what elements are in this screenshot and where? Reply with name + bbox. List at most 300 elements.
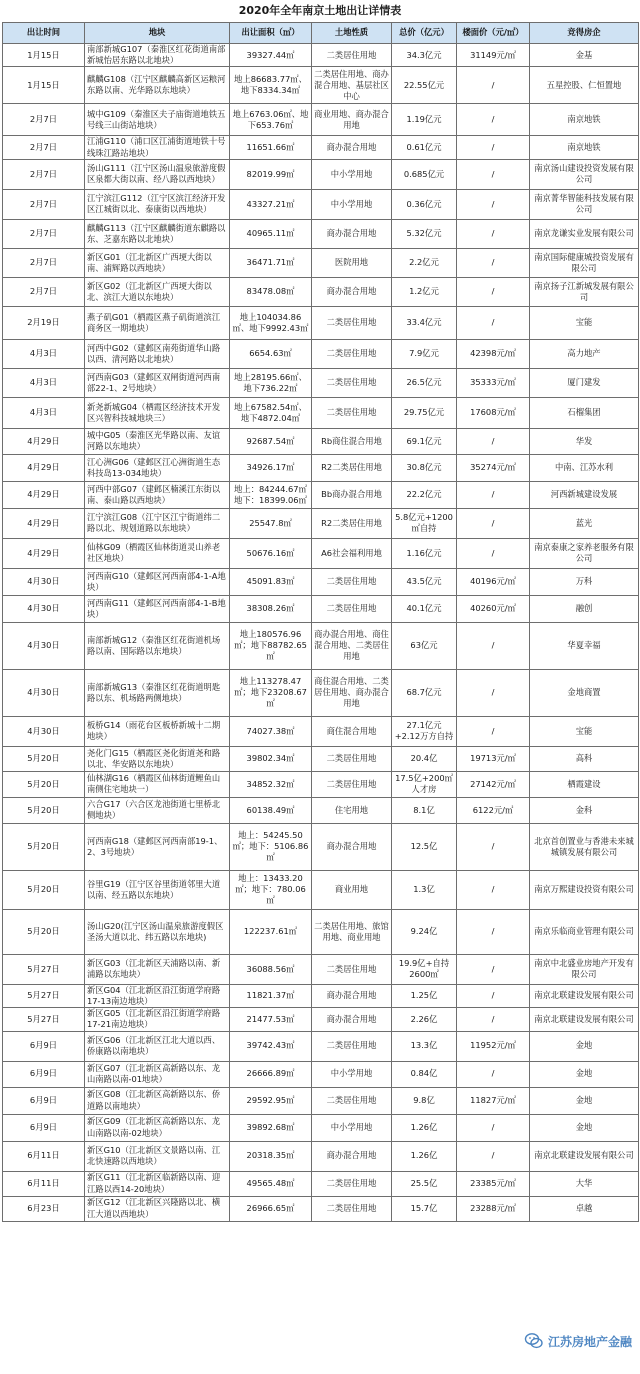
cell-winner: 南京地铁 — [530, 136, 639, 159]
cell-date: 4月30日 — [3, 716, 85, 746]
cell-plot: 仙林G09（栖霞区仙林街道灵山养老社区地块） — [85, 538, 230, 568]
cell-plot: 新区G09（江北新区高新路以东、龙山南路以南-02地块） — [85, 1114, 230, 1141]
cell-total: 43.5亿元 — [392, 568, 457, 595]
cell-nature: 二类居住用地 — [312, 595, 392, 622]
table-row — [3, 428, 639, 454]
cell-date: 6月9日 — [3, 1087, 85, 1114]
cell-date: 4月29日 — [3, 454, 85, 481]
cell-nature: 二类居住用地 — [312, 568, 392, 595]
cell-total: 1.2亿元 — [392, 277, 457, 306]
cell-nature: 二类居住用地 — [312, 746, 392, 771]
cell-nature: 二类居住用地 — [312, 771, 392, 797]
watermark — [524, 1330, 632, 1352]
table-row — [3, 67, 639, 104]
watermark-text: 江苏房地产金融 — [547, 1334, 632, 1349]
cell-total: 1.3亿 — [392, 870, 457, 909]
cell-total: 1.16亿元 — [392, 538, 457, 568]
cell-area: 6654.63㎡ — [230, 339, 312, 368]
cell-plot: 新区G11（江北新区临新路以南、迎江路以西14-20地块） — [85, 1171, 230, 1196]
cell-area: 26966.65㎡ — [230, 1196, 312, 1221]
cell-winner: 五星控股、仁恒置地 — [530, 67, 639, 104]
cell-area: 39742.43㎡ — [230, 1031, 312, 1061]
cell-area: 29592.95㎡ — [230, 1087, 312, 1114]
cell-plot: 江宁滨江G08（江宁区江宁街道纬二路以北、规划道路以东地块） — [85, 508, 230, 538]
cell-winner: 南京地铁 — [530, 104, 639, 136]
cell-total: 1.19亿元 — [392, 104, 457, 136]
cell-date: 1月15日 — [3, 44, 85, 67]
cell-nature: 二类居住用地 — [312, 397, 392, 428]
cell-nature: A6社会福利用地 — [312, 538, 392, 568]
table-row — [3, 248, 639, 277]
cell-nature: Bb商办混合用地 — [312, 481, 392, 508]
cell-plot: 六合G17（六合区龙池街道七里桥北侧地块） — [85, 797, 230, 823]
table-row — [3, 508, 639, 538]
cell-unit-price: 35274元/㎡ — [457, 454, 530, 481]
cell-total: 0.36亿元 — [392, 189, 457, 219]
table-row — [3, 568, 639, 595]
cell-winner: 南京中北盛业房地产开发有限公司 — [530, 954, 639, 984]
cell-total: 29.75亿元 — [392, 397, 457, 428]
cell-date: 5月27日 — [3, 954, 85, 984]
cell-unit-price: 40196元/㎡ — [457, 568, 530, 595]
cell-nature: 中小学用地 — [312, 1114, 392, 1141]
cell-area: 50676.16㎡ — [230, 538, 312, 568]
column-header: 地块 — [85, 23, 230, 44]
cell-date: 4月30日 — [3, 669, 85, 716]
table-row — [3, 1141, 639, 1171]
table-header — [3, 23, 639, 44]
cell-unit-price: / — [457, 909, 530, 954]
cell-area: 地上6763.06㎡、地下653.76㎡ — [230, 104, 312, 136]
cell-area: 25547.8㎡ — [230, 508, 312, 538]
cell-plot: 新区G05（江北新区沿江街道学府路17-21南边地块） — [85, 1008, 230, 1031]
cell-total: 8.1亿 — [392, 797, 457, 823]
cell-plot: 燕子矶G01（栖霞区燕子矶街道滨江商务区一期地块） — [85, 306, 230, 339]
table-row — [3, 1008, 639, 1031]
cell-area: 36088.56㎡ — [230, 954, 312, 984]
cell-unit-price: / — [457, 306, 530, 339]
cell-winner: 金地 — [530, 1087, 639, 1114]
table-row — [3, 277, 639, 306]
cell-winner: 河西新城建设发展 — [530, 481, 639, 508]
cell-plot: 新区G02（江北新区广西埂大街以北、滨江大道以东地块） — [85, 277, 230, 306]
cell-winner: 南京泰康之家养老服务有限公司 — [530, 538, 639, 568]
cell-total: 26.5亿元 — [392, 368, 457, 397]
cell-plot: 新区G06（江北新区江北大道以西、侨康路以南地块） — [85, 1031, 230, 1061]
table-row — [3, 823, 639, 870]
cell-winner: 卓越 — [530, 1196, 639, 1221]
cell-date: 5月20日 — [3, 870, 85, 909]
cell-winner: 南京北联建设发展有限公司 — [530, 1008, 639, 1031]
table-row — [3, 306, 639, 339]
cell-area: 39892.68㎡ — [230, 1114, 312, 1141]
column-header: 出让面积（㎡） — [230, 23, 312, 44]
cell-plot: 河西南G18（建邺区河西南部19-1、2、3号地块） — [85, 823, 230, 870]
cell-date: 6月23日 — [3, 1196, 85, 1221]
cell-date: 4月3日 — [3, 368, 85, 397]
cell-total: 13.3亿 — [392, 1031, 457, 1061]
cell-nature: 商办混合用地 — [312, 219, 392, 248]
cell-nature: 二类居住用地 — [312, 44, 392, 67]
cell-total: 0.61亿元 — [392, 136, 457, 159]
cell-plot: 南部新城G107（秦淮区红花街道南部新城怡居东路以北地块） — [85, 44, 230, 67]
cell-total: 1.25亿 — [392, 984, 457, 1007]
table-row — [3, 219, 639, 248]
cell-area: 83478.08㎡ — [230, 277, 312, 306]
cell-winner: 南京乐临商业管理有限公司 — [530, 909, 639, 954]
cell-total: 20.4亿 — [392, 746, 457, 771]
cell-total: 2.26亿 — [392, 1008, 457, 1031]
table-row — [3, 797, 639, 823]
table-row — [3, 1031, 639, 1061]
table-row — [3, 984, 639, 1007]
table-row — [3, 1196, 639, 1221]
column-header: 土地性质 — [312, 23, 392, 44]
table-row — [3, 44, 639, 67]
cell-winner: 南京汤山建设投资发展有限公司 — [530, 159, 639, 189]
cell-area: 26666.89㎡ — [230, 1061, 312, 1087]
cell-total: 68.7亿元 — [392, 669, 457, 716]
cell-date: 2月7日 — [3, 136, 85, 159]
cell-total: 2.2亿元 — [392, 248, 457, 277]
cell-plot: 新区G01（江北新区广西埂大街以南、浦辉路以西地块） — [85, 248, 230, 277]
cell-winner: 金地 — [530, 1114, 639, 1141]
cell-winner: 华发 — [530, 428, 639, 454]
cell-plot: 板桥G14（雨花台区板桥新城十二期地块） — [85, 716, 230, 746]
cell-plot: 汤山G111（江宁区汤山温泉旅游度假区泉都大街以南、经八路以西地块） — [85, 159, 230, 189]
cell-date: 5月20日 — [3, 746, 85, 771]
cell-nature: 商办混合用地、商住混合用地、二类居住用地 — [312, 622, 392, 669]
cell-date: 4月29日 — [3, 508, 85, 538]
cell-nature: 中小学用地 — [312, 159, 392, 189]
cell-area: 43327.21㎡ — [230, 189, 312, 219]
cell-area: 21477.53㎡ — [230, 1008, 312, 1031]
cell-unit-price: / — [457, 219, 530, 248]
cell-unit-price: / — [457, 622, 530, 669]
cell-plot: 麒麟G113（江宁区麒麟街道东麒路以东、芝嘉东路以北地块） — [85, 219, 230, 248]
cell-unit-price: / — [457, 1114, 530, 1141]
cell-plot: 新区G04（江北新区沿江街道学府路17-13南边地块） — [85, 984, 230, 1007]
cell-nature: 商办混合用地 — [312, 823, 392, 870]
cell-total: 12.5亿 — [392, 823, 457, 870]
cell-area: 60138.49㎡ — [230, 797, 312, 823]
cell-winner: 蓝光 — [530, 508, 639, 538]
cell-unit-price: 42398元/㎡ — [457, 339, 530, 368]
cell-plot: 南部新城G13（秦淮区红花街道明匙路以东、机场路两侧地块） — [85, 669, 230, 716]
cell-nature: 二类居住用地 — [312, 306, 392, 339]
cell-winner: 厦门建发 — [530, 368, 639, 397]
cell-winner: 大华 — [530, 1171, 639, 1196]
cell-total: 34.3亿元 — [392, 44, 457, 67]
cell-area: 82019.99㎡ — [230, 159, 312, 189]
cell-area: 74027.38㎡ — [230, 716, 312, 746]
cell-winner: 南京国际健康城投资发展有限公司 — [530, 248, 639, 277]
cell-winner: 金地 — [530, 1031, 639, 1061]
cell-area: 地上28195.66㎡、地下736.22㎡ — [230, 368, 312, 397]
cell-area: 地上：54245.50㎡；地下：5106.86㎡ — [230, 823, 312, 870]
cell-unit-price: / — [457, 67, 530, 104]
table-row — [3, 368, 639, 397]
cell-unit-price: / — [457, 538, 530, 568]
cell-date: 2月7日 — [3, 104, 85, 136]
cell-nature: 商住混合用地 — [312, 716, 392, 746]
cell-nature: 中小学用地 — [312, 1061, 392, 1087]
cell-unit-price: / — [457, 159, 530, 189]
cell-nature: 商办混合用地 — [312, 1141, 392, 1171]
cell-unit-price: 31149元/㎡ — [457, 44, 530, 67]
cell-area: 地上180576.96㎡；地下88782.65㎡ — [230, 622, 312, 669]
table-row — [3, 669, 639, 716]
cell-nature: R2二类居住用地 — [312, 454, 392, 481]
cell-nature: 二类居住用地 — [312, 368, 392, 397]
cell-nature: 商办混合用地 — [312, 1008, 392, 1031]
cell-total: 5.32亿元 — [392, 219, 457, 248]
cell-plot: 新区G07（江北新区高新路以东、龙山南路以南-01地块） — [85, 1061, 230, 1087]
cell-winner: 栖霞建设 — [530, 771, 639, 797]
cell-date: 2月7日 — [3, 189, 85, 219]
table-row — [3, 159, 639, 189]
cell-total: 0.685亿元 — [392, 159, 457, 189]
cell-winner: 万科 — [530, 568, 639, 595]
cell-date: 4月29日 — [3, 481, 85, 508]
table-row — [3, 1171, 639, 1196]
cell-total: 0.84亿 — [392, 1061, 457, 1087]
cell-unit-price: / — [457, 954, 530, 984]
table-row — [3, 954, 639, 984]
cell-unit-price: 11827元/㎡ — [457, 1087, 530, 1114]
cell-date: 2月7日 — [3, 159, 85, 189]
cell-total: 1.26亿 — [392, 1114, 457, 1141]
cell-area: 36471.71㎡ — [230, 248, 312, 277]
cell-unit-price: / — [457, 277, 530, 306]
land-transfer-table — [2, 22, 639, 1222]
cell-date: 6月9日 — [3, 1114, 85, 1141]
table-row — [3, 622, 639, 669]
table-row — [3, 454, 639, 481]
cell-date: 4月29日 — [3, 428, 85, 454]
table-row — [3, 870, 639, 909]
cell-nature: 住宅用地 — [312, 797, 392, 823]
cell-unit-price: / — [457, 248, 530, 277]
cell-total: 9.8亿 — [392, 1087, 457, 1114]
column-header: 出让时间 — [3, 23, 85, 44]
cell-area: 45091.83㎡ — [230, 568, 312, 595]
cell-unit-price: 6122元/㎡ — [457, 797, 530, 823]
cell-date: 5月20日 — [3, 771, 85, 797]
cell-winner: 融创 — [530, 595, 639, 622]
cell-nature: 二类居住用地、商办混合用地、基层社区中心 — [312, 67, 392, 104]
cell-plot: 麒麟G108（江宁区麒麟高新区运粮河东路以南、光华路以东地块） — [85, 67, 230, 104]
cell-winner: 金地商置 — [530, 669, 639, 716]
cell-plot: 江心洲G06（建邺区江心洲街道生态科技岛13-034地块） — [85, 454, 230, 481]
cell-plot: 仙林湖G16（栖霞区仙林街道鲤鱼山南侧住宅地块一） — [85, 771, 230, 797]
cell-area: 地上：84244.67㎡ 地下：18399.06㎡ — [230, 481, 312, 508]
cell-unit-price: / — [457, 189, 530, 219]
cell-area: 40965.11㎡ — [230, 219, 312, 248]
cell-total: 19.9亿+自持2600㎡ — [392, 954, 457, 984]
cell-nature: 商办混合用地 — [312, 984, 392, 1007]
header-row — [3, 23, 639, 44]
cell-date: 5月27日 — [3, 1008, 85, 1031]
cell-nature: 商办混合用地 — [312, 277, 392, 306]
cell-date: 2月7日 — [3, 219, 85, 248]
column-header: 楼面价（元/㎡） — [457, 23, 530, 44]
cell-nature: 二类居住用地 — [312, 1171, 392, 1196]
cell-total: 27.1亿元+2.12万方自持 — [392, 716, 457, 746]
cell-winner: 中南、江苏水利 — [530, 454, 639, 481]
cell-winner: 南京北联建设发展有限公司 — [530, 984, 639, 1007]
table-row — [3, 1061, 639, 1087]
cell-nature: 商住混合用地、二类居住用地、商办混合用地 — [312, 669, 392, 716]
table-row — [3, 746, 639, 771]
cell-unit-price: 11952元/㎡ — [457, 1031, 530, 1061]
cell-total: 1.26亿 — [392, 1141, 457, 1171]
cell-unit-price: / — [457, 1061, 530, 1087]
cell-unit-price: / — [457, 481, 530, 508]
cell-unit-price: 23288元/㎡ — [457, 1196, 530, 1221]
wechat-icon — [524, 1331, 544, 1351]
cell-unit-price: 35333元/㎡ — [457, 368, 530, 397]
table-row — [3, 339, 639, 368]
cell-total: 17.5亿+200㎡人才房 — [392, 771, 457, 797]
cell-winner: 南京万熙建设投资有限公司 — [530, 870, 639, 909]
cell-winner: 金科 — [530, 797, 639, 823]
table-row — [3, 771, 639, 797]
cell-date: 5月20日 — [3, 797, 85, 823]
cell-nature: 二类居住用地 — [312, 954, 392, 984]
cell-date: 4月3日 — [3, 397, 85, 428]
cell-unit-price: / — [457, 1008, 530, 1031]
cell-unit-price: 19713元/㎡ — [457, 746, 530, 771]
cell-area: 49565.48㎡ — [230, 1171, 312, 1196]
cell-total: 22.55亿元 — [392, 67, 457, 104]
cell-winner: 高科 — [530, 746, 639, 771]
cell-area: 39802.34㎡ — [230, 746, 312, 771]
cell-nature: 二类居住用地 — [312, 339, 392, 368]
cell-unit-price: / — [457, 428, 530, 454]
cell-plot: 江宁滨江G112（江宁区滨江经济开发区江城街以北、泰康街以西地块） — [85, 189, 230, 219]
cell-unit-price: / — [457, 984, 530, 1007]
cell-plot: 城中G109（秦淮区夫子庙街道地铁五号线三山街站地块） — [85, 104, 230, 136]
cell-area: 地上104034.86㎡、地下9992.43㎡ — [230, 306, 312, 339]
column-header: 竞得房企 — [530, 23, 639, 44]
cell-plot: 城中G05（秦淮区光华路以南、友谊河路以东地块） — [85, 428, 230, 454]
cell-plot: 河西南G03（建邺区双闸街道河西南部22-1、2号地块） — [85, 368, 230, 397]
cell-plot: 河西南G11（建邺区河西南部4-1-B地块） — [85, 595, 230, 622]
cell-total: 40.1亿元 — [392, 595, 457, 622]
cell-winner: 宝能 — [530, 306, 639, 339]
cell-date: 6月11日 — [3, 1171, 85, 1196]
cell-winner: 华夏幸福 — [530, 622, 639, 669]
cell-total: 7.9亿元 — [392, 339, 457, 368]
cell-date: 6月11日 — [3, 1141, 85, 1171]
cell-area: 38308.26㎡ — [230, 595, 312, 622]
cell-plot: 南部新城G12（秦淮区红花街道机场路以南、国际路以东地块） — [85, 622, 230, 669]
cell-unit-price: / — [457, 1141, 530, 1171]
cell-total: 15.7亿 — [392, 1196, 457, 1221]
cell-date: 2月7日 — [3, 248, 85, 277]
table-body — [3, 44, 639, 1222]
cell-total: 33.4亿元 — [392, 306, 457, 339]
table-row — [3, 397, 639, 428]
table-row — [3, 538, 639, 568]
cell-total: 25.5亿 — [392, 1171, 457, 1196]
cell-unit-price: 40260元/㎡ — [457, 595, 530, 622]
cell-area: 11651.66㎡ — [230, 136, 312, 159]
cell-date: 4月30日 — [3, 568, 85, 595]
cell-nature: 商业用地、商办混合用地 — [312, 104, 392, 136]
table-row — [3, 909, 639, 954]
cell-total: 69.1亿元 — [392, 428, 457, 454]
cell-plot: 新区G08（江北新区高新路以东、侨道路以南地块） — [85, 1087, 230, 1114]
cell-unit-price: / — [457, 823, 530, 870]
cell-winner: 石榴集团 — [530, 397, 639, 428]
cell-plot: 新区G03（江北新区天浦路以南、新浦路以东地块） — [85, 954, 230, 984]
cell-nature: Rb商住混合用地 — [312, 428, 392, 454]
cell-nature: 二类居住用地 — [312, 1087, 392, 1114]
cell-plot: 河西南G10（建邺区河西南部4-1-A地块） — [85, 568, 230, 595]
cell-date: 4月30日 — [3, 595, 85, 622]
cell-date: 5月20日 — [3, 909, 85, 954]
cell-nature: R2二类居住用地 — [312, 508, 392, 538]
cell-unit-price: 17608元/㎡ — [457, 397, 530, 428]
cell-area: 地上67582.54㎡、地下4872.04㎡ — [230, 397, 312, 428]
cell-plot: 新区G10（江北新区文景路以南、江北快速路以西地块） — [85, 1141, 230, 1171]
cell-unit-price: / — [457, 136, 530, 159]
cell-plot: 江浦G110（浦口区江浦街道地铁十号线珠江路站地块） — [85, 136, 230, 159]
cell-nature: 二类居住用地 — [312, 1031, 392, 1061]
cell-area: 122237.61㎡ — [230, 909, 312, 954]
table-row — [3, 1114, 639, 1141]
cell-date: 2月19日 — [3, 306, 85, 339]
table-row — [3, 595, 639, 622]
table-row — [3, 716, 639, 746]
cell-unit-price: 23385元/㎡ — [457, 1171, 530, 1196]
cell-plot: 河西中部G07（建邺区楠溪江东街以南、泰山路以西地块） — [85, 481, 230, 508]
cell-date: 6月9日 — [3, 1061, 85, 1087]
table-row — [3, 1087, 639, 1114]
cell-unit-price: 27142元/㎡ — [457, 771, 530, 797]
cell-unit-price: / — [457, 870, 530, 909]
cell-plot: 谷里G19（江宁区谷里街道邻里大道以南、经五路以东地块） — [85, 870, 230, 909]
cell-plot: 河西中G02（建邺区南苑街道华山路以西、清河路以北地块） — [85, 339, 230, 368]
cell-winner: 北京首创置业与香港未来城城镇发展有限公司 — [530, 823, 639, 870]
cell-date: 2月7日 — [3, 277, 85, 306]
cell-date: 5月27日 — [3, 984, 85, 1007]
cell-date: 4月3日 — [3, 339, 85, 368]
cell-date: 1月15日 — [3, 67, 85, 104]
cell-nature: 二类居住用地、旅馆用地、商业用地 — [312, 909, 392, 954]
cell-area: 20318.35㎡ — [230, 1141, 312, 1171]
cell-area: 34926.17㎡ — [230, 454, 312, 481]
cell-plot: 汤山G20(江宁区汤山温泉旅游度假区圣汤大道以北、纬五路以东地块) — [85, 909, 230, 954]
table-title: 2020年全年南京土地出让详情表 — [238, 4, 402, 17]
column-header: 总价（亿元） — [392, 23, 457, 44]
cell-nature: 二类居住用地 — [312, 1196, 392, 1221]
cell-total: 30.8亿元 — [392, 454, 457, 481]
table-row — [3, 481, 639, 508]
cell-nature: 商办混合用地 — [312, 136, 392, 159]
cell-nature: 医院用地 — [312, 248, 392, 277]
cell-total: 22.2亿元 — [392, 481, 457, 508]
cell-winner: 高力地产 — [530, 339, 639, 368]
table-row — [3, 189, 639, 219]
cell-date: 6月9日 — [3, 1031, 85, 1061]
table-row — [3, 136, 639, 159]
cell-total: 63亿元 — [392, 622, 457, 669]
cell-date: 4月29日 — [3, 538, 85, 568]
cell-area: 34852.32㎡ — [230, 771, 312, 797]
